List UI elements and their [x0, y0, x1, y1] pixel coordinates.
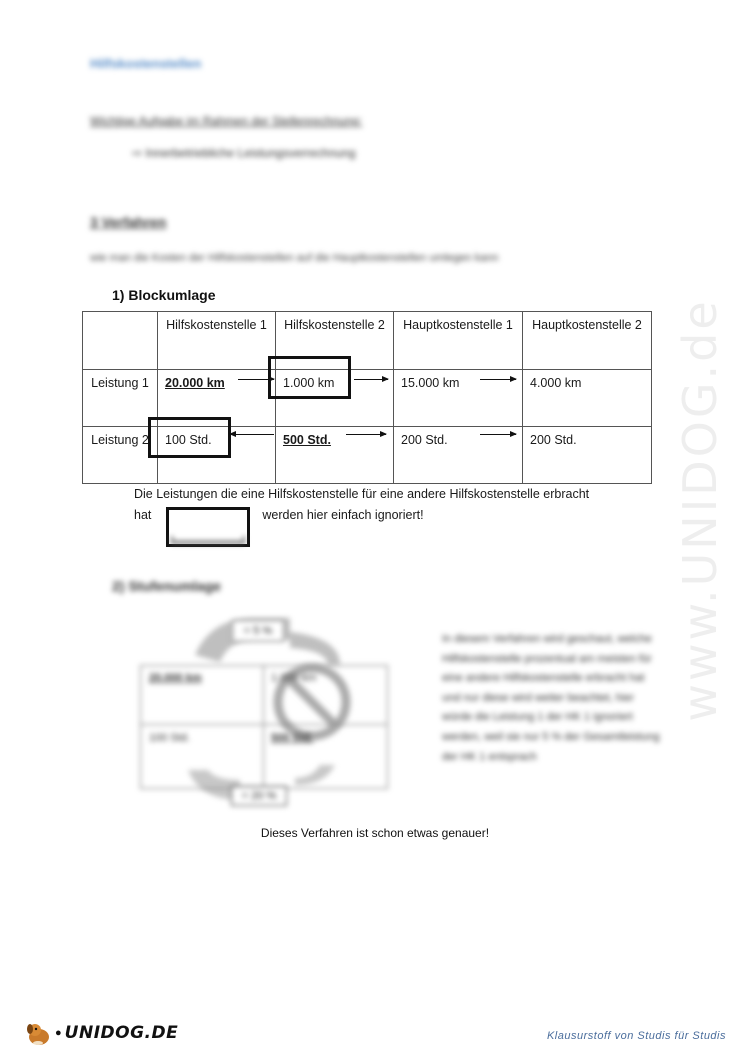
percent-label-top: = 5 %	[232, 620, 284, 642]
stufenumlage-grid	[140, 665, 388, 789]
right-arrow-icon	[480, 434, 516, 435]
cell-value: 15.000 km	[401, 376, 460, 390]
stufenumlage-explanation: In diesem Verfahren wird geschaut, welche Hilfskostenstelle prozentual am meisten für eine andere Hilfskostenstelle erbracht hat und nur diese wird weiter beachtet, hier würde die Leistung 1 der HK 1 ignoriert werden, weil sie nur 5 % der Gesamtleistung der HK 1 entsprach	[442, 633, 660, 763]
left-arrow-icon	[230, 434, 274, 435]
intro-arrow-item: ⇨ Innerbetriebliche Leistungsverrechnung	[132, 146, 356, 160]
intro-heading: Wichtige Aufgabe im Rahmen der Stellenrechnung:	[90, 114, 363, 128]
table-header-cell: Hauptkostenstelle 1	[394, 312, 523, 370]
table-header-cell: Hauptkostenstelle 2	[523, 312, 652, 370]
dog-icon	[24, 1018, 54, 1048]
top-curved-arrow-icon	[290, 632, 340, 665]
table-header-row	[83, 312, 652, 370]
cell-value: 200 Std.	[530, 433, 577, 447]
table-cell	[523, 427, 652, 484]
highlight-box-hk2-l1	[268, 356, 351, 399]
grid-divider	[141, 724, 387, 725]
note-blur-fragment	[171, 536, 245, 544]
right-arrow-icon	[480, 379, 516, 380]
highlight-box-hk1-l2	[148, 417, 231, 458]
cell-value: 20.000 km	[165, 376, 225, 390]
table-header-cell: Hilfskostenstelle 2	[276, 312, 394, 370]
cell-value: 4.000 km	[530, 376, 582, 390]
right-arrow-icon	[354, 379, 388, 380]
grid-cell: 500 Std.	[271, 732, 314, 744]
stufenumlage-conclusion: Dieses Verfahren ist schon etwas genauer!	[260, 826, 490, 840]
table-cell	[523, 370, 652, 427]
note-line-1: Die Leistungen die eine Hilfskostenstelle für eine andere Hilfskostenstelle erbracht	[134, 487, 590, 501]
note-placeholder-box	[166, 507, 250, 547]
grid-cell: 20.000 km	[149, 672, 202, 684]
cell-value: 1.000 km	[283, 376, 335, 390]
methods-heading: 3 Verfahren	[90, 214, 167, 230]
table-header-cell	[83, 312, 158, 370]
table-cell	[394, 427, 523, 484]
unidog-logo[interactable]	[24, 1018, 178, 1048]
section-blockumlage-heading: 1) Blockumlage	[112, 287, 216, 303]
note-rest: werden hier einfach ignoriert!	[262, 508, 424, 522]
grid-cell: 1.000 km	[271, 672, 317, 684]
methods-description: wie man die Kosten der Hilfskostenstellen auf die Hauptkostenstellen umlegen kann	[90, 252, 499, 264]
table-cell	[276, 427, 394, 484]
cell-value: 200 Std.	[401, 433, 448, 447]
note-hat: hat	[134, 508, 152, 522]
cell-value: 100 Std.	[165, 433, 212, 447]
paw-icon: ●	[55, 1027, 62, 1039]
row-label: Leistung 2	[83, 427, 158, 484]
row-label: Leistung 1	[83, 370, 158, 427]
grid-divider	[263, 666, 264, 788]
right-arrow-icon	[238, 379, 274, 380]
section-stufenumlage-heading: 2) Stufenumlage	[112, 578, 221, 594]
footer-tagline: Klausurstoff von Studis für Studis	[546, 1030, 726, 1042]
logo-text: UNIDOG.DE	[64, 1023, 179, 1043]
table-header-cell: Hilfskostenstelle 1	[158, 312, 276, 370]
watermark-text: www.UNIDOG.de	[673, 298, 727, 722]
percent-label-bottom: = 20 %	[231, 786, 287, 806]
right-arrow-icon	[346, 434, 386, 435]
cell-value: 500 Std.	[283, 433, 331, 447]
blockumlage-table	[82, 311, 652, 484]
page-title: Hilfskostenstellen	[90, 56, 202, 71]
grid-cell: 100 Std.	[149, 732, 190, 744]
